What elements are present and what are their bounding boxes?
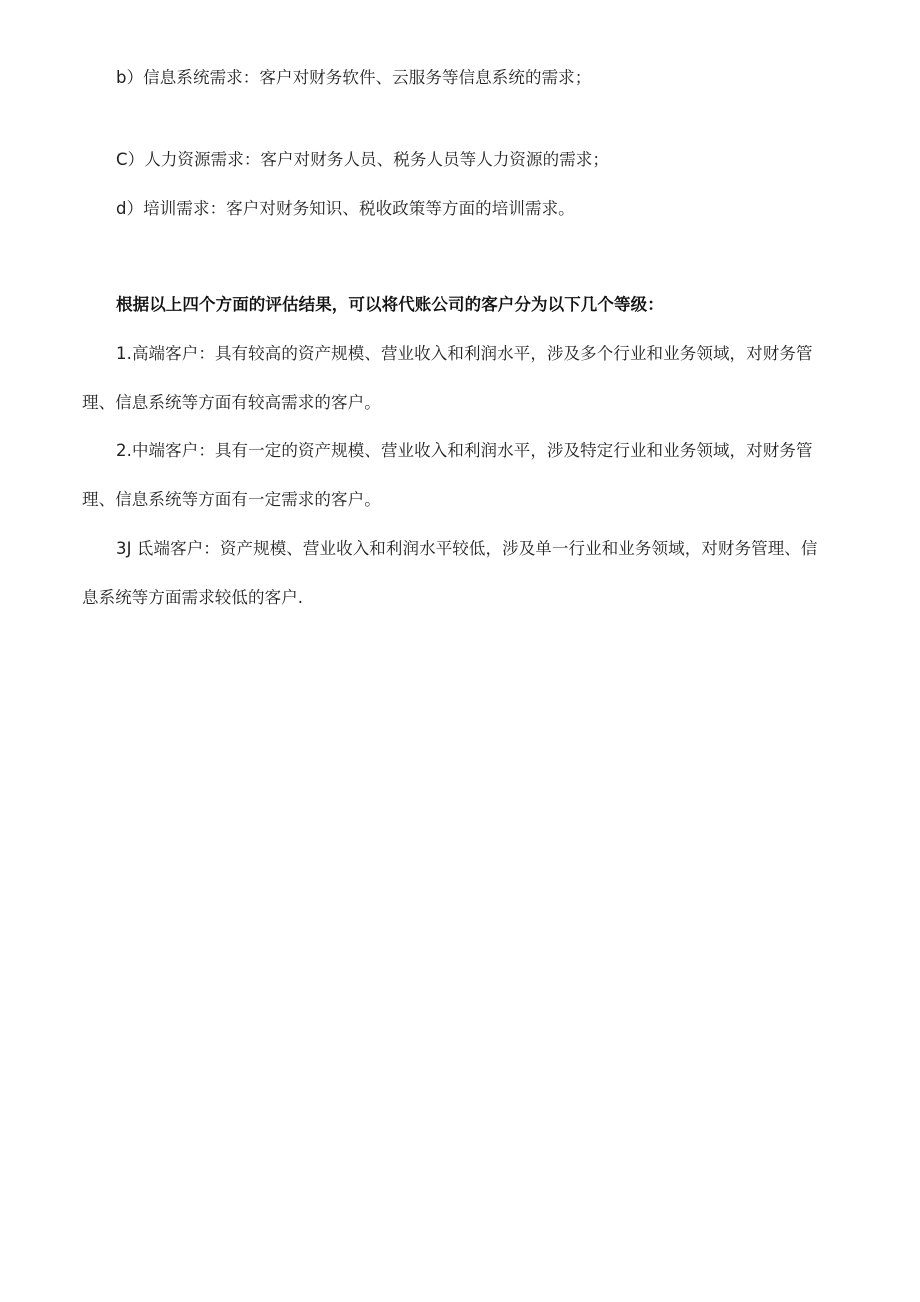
- grade-item-3-line-1: 3J 氐端客户：资产规模、营业收入和利润水平较低，涉及单一行业和业务领域，对财务管理、信: [116, 539, 818, 558]
- need-item-d: d）培训需求：客户对财务知识、税收政策等方面的培训需求。: [116, 199, 575, 218]
- need-item-b: b）信息系统需求：客户对财务软件、云服务等信息系统的需求；: [116, 68, 592, 87]
- grade-item-1-line-2: 理、信息系统等方面有较高需求的客户。: [82, 393, 381, 412]
- grading-heading: 根据以上四个方面的评估结果，可以将代账公司的客户分为以下几个等级：: [116, 295, 664, 314]
- grade-item-2-line-2: 理、信息系统等方面有一定需求的客户。: [82, 490, 381, 509]
- grade-item-3-line-2: 息系统等方面需求较低的客户.: [82, 588, 304, 607]
- need-item-c: C）人力资源需求：客户对财务人员、税务人员等人力资源的需求；: [116, 150, 610, 169]
- grade-item-2-line-1: 2.中端客户：具有一定的资产规模、营业收入和利润水平，涉及特定行业和业务领域，对财务管: [116, 441, 813, 460]
- grade-item-1-line-1: 1.高端客户：具有较高的资产规模、营业收入和利润水平，涉及多个行业和业务领域，对财务管: [116, 344, 813, 363]
